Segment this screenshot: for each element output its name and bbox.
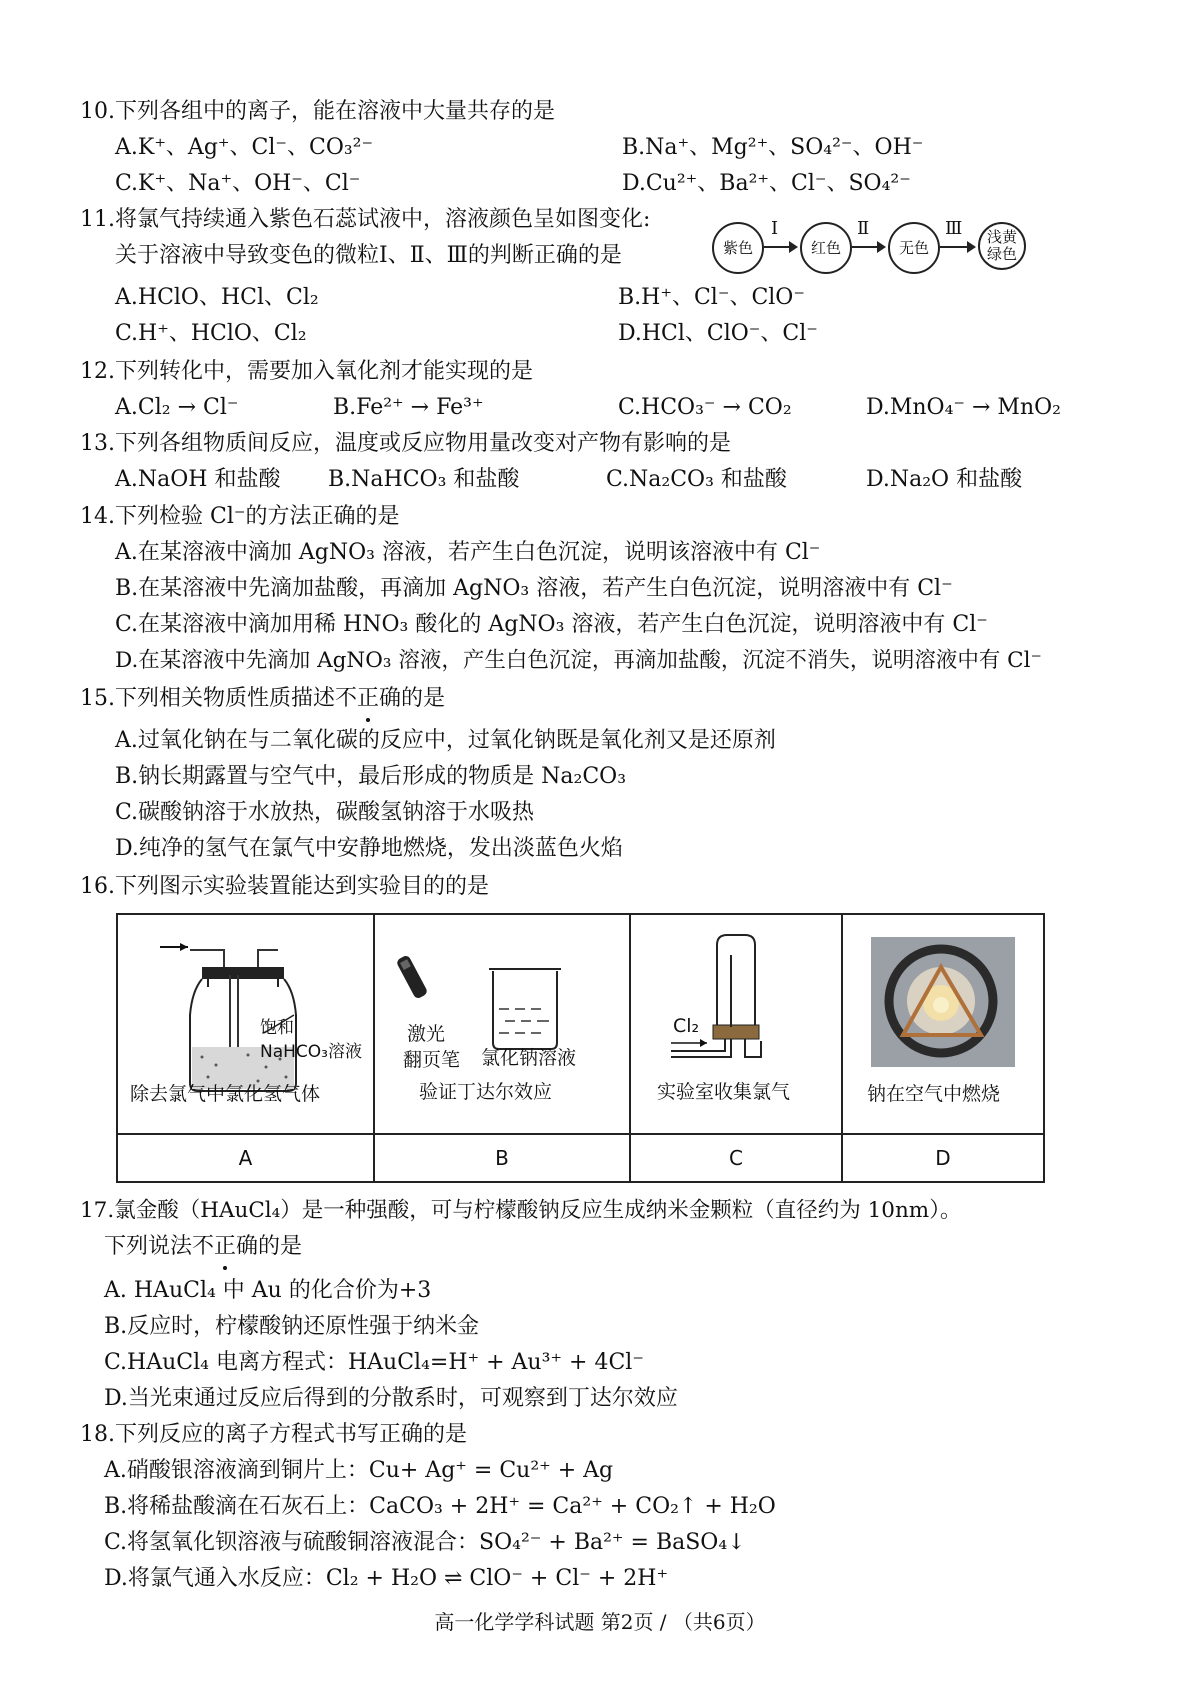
- caption-b: 验证丁达尔效应: [419, 1081, 553, 1103]
- caption-d: 钠在空气中燃烧: [867, 1083, 1001, 1105]
- apparatus-cell-a: [117, 914, 374, 1134]
- page-footer: 高一化学学科试题 第2页 / （共6页）: [434, 1610, 766, 1634]
- q11-option-a: A.HClO、HCl、Cl₂: [115, 285, 319, 310]
- q15-stem: [80, 685, 445, 713]
- q17-stem-2: [104, 1233, 302, 1261]
- q15-stem-post: 的是: [401, 686, 446, 711]
- q15-stem-emphasis: 不正确: [335, 686, 402, 711]
- q13-option-d: D.Na₂O 和盐酸: [866, 467, 1023, 492]
- q14-stem: 14.下列检验 Cl⁻的方法正确的是: [80, 504, 400, 529]
- letter-a: A: [117, 1134, 374, 1182]
- flow-label-2: Ⅱ: [857, 218, 870, 239]
- q14-option-b: B.在某溶液中先滴加盐酸，再滴加 AgNO₃ 溶液，若产生白色沉淀，说明溶液中有 Cl⁻: [115, 576, 953, 601]
- label-cl2: Cl₂: [673, 1015, 700, 1037]
- q17-option-a: A. HAuCl₄ 中 Au 的化合价为+3: [104, 1278, 432, 1303]
- q13-stem: 13.下列各组物质间反应，温度或反应物用量改变对产物有影响的是: [80, 431, 731, 456]
- q11-stem-1: 11.将氯气持续通入紫色石蕊试液中，溶液颜色呈如图变化:: [80, 207, 651, 232]
- flow-label-3: Ⅲ: [945, 218, 963, 239]
- q14-option-c: C.在某溶液中滴加用稀 HNO₃ 酸化的 AgNO₃ 溶液，若产生白色沉淀，说明溶液中有 Cl⁻: [115, 612, 988, 637]
- flow-red: 红色: [800, 222, 852, 274]
- caption-c: 实验室收集氯气: [657, 1081, 791, 1103]
- flow-arrow-2: [852, 246, 884, 248]
- q16-stem: 16.下列图示实验装置能达到实验目的的是: [80, 874, 489, 899]
- q10-option-d: D.Cu²⁺、Ba²⁺、Cl⁻、SO₄²⁻: [622, 171, 911, 196]
- apparatus-cell-d: [842, 914, 1044, 1134]
- q17-stem-1: 17.氯金酸（HAuCl₄）是一种强酸，可与柠檬酸钠反应生成纳米金颗粒（直径约为 10nm）。: [80, 1198, 962, 1223]
- q12-option-a: A.Cl₂ → Cl⁻: [115, 395, 239, 420]
- q11-option-d: D.HCl、ClO⁻、Cl⁻: [618, 321, 818, 346]
- q18-option-a: A.硝酸银溶液滴到铜片上：Cu+ Ag⁺ = Cu²⁺ + Ag: [104, 1458, 614, 1483]
- label-page-pen: 翻页笔: [403, 1049, 461, 1071]
- label-saturated: 饱和: [260, 1018, 294, 1038]
- q15-option-d: D.纯净的氢气在氯气中安静地燃烧，发出淡蓝色火焰: [115, 836, 623, 861]
- q18-stem: 18.下列反应的离子方程式书写正确的是: [80, 1422, 467, 1447]
- q17-stem-pre: 下列说法: [104, 1234, 193, 1259]
- q15-option-a: A.过氧化钠在与二氧化碳的反应中，过氧化钠既是氧化剂又是还原剂: [115, 728, 776, 753]
- q18-option-c: C.将氢氧化钡溶液与硫酸铜溶液混合：SO₄²⁻ + Ba²⁺ = BaSO₄↓: [104, 1530, 746, 1555]
- q12-option-c: C.HCO₃⁻ → CO₂: [618, 395, 792, 420]
- q10-option-a: A.K⁺、Ag⁺、Cl⁻、CO₃²⁻: [115, 135, 374, 160]
- q17-option-b: B.反应时，柠檬酸钠还原性强于纳米金: [104, 1314, 480, 1339]
- q11-option-c: C.H⁺、HClO、Cl₂: [115, 321, 307, 346]
- q17-option-c: C.HAuCl₄ 电离方程式：HAuCl₄=H⁺ + Au³⁺ + 4Cl⁻: [104, 1350, 644, 1375]
- flow-arrow-1: [764, 246, 796, 248]
- q14-option-a: A.在某溶液中滴加 AgNO₃ 溶液，若产生白色沉淀，说明该溶液中有 Cl⁻: [115, 540, 821, 565]
- apparatus-table: [116, 913, 1045, 1183]
- q13-option-c: C.Na₂CO₃ 和盐酸: [606, 467, 787, 492]
- q11-option-b: B.H⁺、Cl⁻、ClO⁻: [618, 285, 805, 310]
- q12-option-d: D.MnO₄⁻ → MnO₂: [866, 395, 1061, 420]
- q17-stem-post: 的是: [258, 1234, 303, 1259]
- q13-option-b: B.NaHCO₃ 和盐酸: [328, 467, 520, 492]
- label-nacl-solution: 氯化钠溶液: [481, 1047, 577, 1069]
- q10-option-b: B.Na⁺、Mg²⁺、SO₄²⁻、OH⁻: [622, 135, 924, 160]
- flow-colorless: 无色: [888, 222, 940, 274]
- q12-option-b: B.Fe²⁺ → Fe³⁺: [333, 395, 484, 420]
- label-laser: 激光: [407, 1023, 446, 1045]
- q17-option-d: D.当光束通过反应后得到的分散系时，可观察到丁达尔效应: [104, 1386, 678, 1411]
- q10-stem: 10.下列各组中的离子，能在溶液中大量共存的是: [80, 99, 555, 124]
- q11-stem-2: 关于溶液中导致变色的微粒Ⅰ、Ⅱ、Ⅲ的判断正确的是: [115, 243, 622, 268]
- q14-option-d: D.在某溶液中先滴加 AgNO₃ 溶液，产生白色沉淀，再滴加盐酸，沉淀不消失，说明溶液中有 Cl⁻: [115, 648, 1042, 673]
- q17-stem-emphasis: 不正确: [192, 1234, 259, 1259]
- flow-label-1: Ⅰ: [771, 218, 779, 239]
- q15-option-b: B.钠长期露置与空气中，最后形成的物质是 Na₂CO₃: [115, 764, 627, 789]
- q18-option-d: D.将氯气通入水反应：Cl₂ + H₂O ⇌ ClO⁻ + Cl⁻ + 2H⁺: [104, 1566, 669, 1591]
- letter-b: B: [374, 1134, 630, 1182]
- q13-option-a: A.NaOH 和盐酸: [115, 467, 281, 492]
- q12-stem: 12.下列转化中，需要加入氧化剂才能实现的是: [80, 359, 533, 384]
- q15-option-c: C.碳酸钠溶于水放热，碳酸氢钠溶于水吸热: [115, 800, 535, 825]
- apparatus-cell-c: [630, 914, 842, 1134]
- letter-d: D: [842, 1134, 1044, 1182]
- flow-yellow-green: 浅黄绿色: [978, 222, 1026, 270]
- q10-option-c: C.K⁺、Na⁺、OH⁻、Cl⁻: [115, 171, 361, 196]
- label-nahco3-solution: NaHCO₃溶液: [260, 1042, 362, 1062]
- q15-stem-pre: 15.下列相关物质性质描述: [80, 686, 335, 711]
- letter-c: C: [630, 1134, 842, 1182]
- q18-option-b: B.将稀盐酸滴在石灰石上：CaCO₃ + 2H⁺ = Ca²⁺ + CO₂↑ + H₂O: [104, 1494, 776, 1519]
- flow-arrow-3: [940, 246, 974, 248]
- caption-a: 除去氯气中氯化氢气体: [130, 1083, 321, 1105]
- apparatus-cell-b: [374, 914, 630, 1134]
- flow-purple: 紫色: [712, 222, 764, 274]
